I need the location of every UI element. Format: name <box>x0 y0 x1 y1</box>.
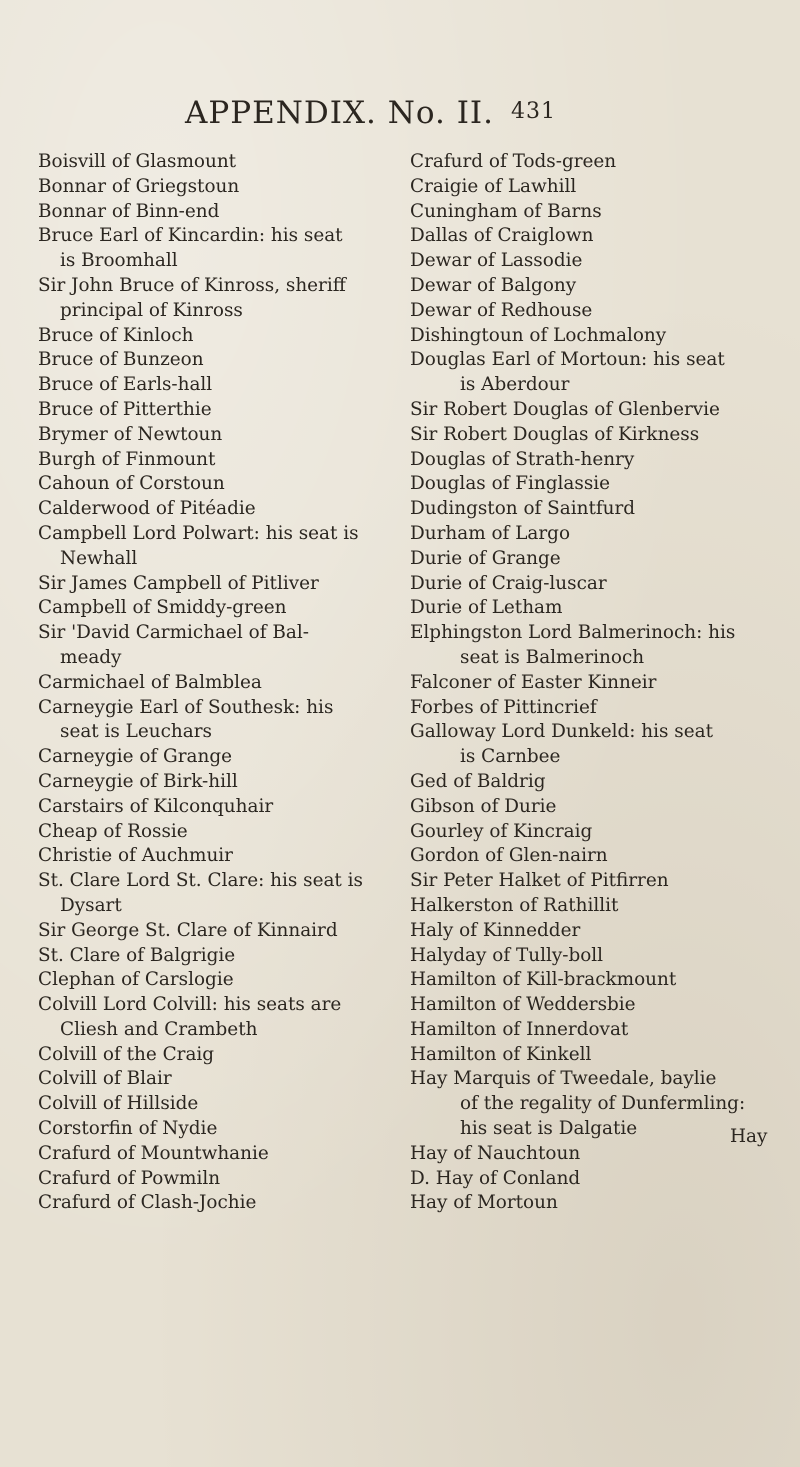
list-item: St. Clare Lord St. Clare: his seat is <box>38 870 363 892</box>
list-item: Halyday of Tully-boll <box>410 944 604 966</box>
list-item: Burgh of Finmount <box>38 448 216 470</box>
list-item: Bonnar of Griegstoun <box>38 175 240 197</box>
list-item: Durie of Craig-luscar <box>410 572 607 594</box>
list-item: Sir John Bruce of Kinross, sheriff <box>38 274 346 296</box>
list-item: Bruce Earl of Kincardin: his seat <box>38 225 343 247</box>
list-item: Dysart <box>60 894 122 916</box>
list-item: Clephan of Carslogie <box>38 969 234 991</box>
list-item: St. Clare of Balgrigie <box>38 944 236 966</box>
list-item: Cahoun of Corstoun <box>38 473 225 495</box>
list-item: Bruce of Earls-hall <box>38 374 213 396</box>
list-item: Hay of Mortoun <box>410 1192 558 1214</box>
list-item: of the regality of Dunfermling: <box>460 1093 746 1115</box>
list-item: Carmichael of Balmblea <box>38 671 262 693</box>
list-item: Gordon of Glen-nairn <box>410 845 608 867</box>
left-column <box>38 150 413 1216</box>
list-item: is Broomhall <box>60 250 178 272</box>
list-item: principal of Kinross <box>60 299 243 321</box>
list-item: Dudingston of Saintfurd <box>410 498 636 520</box>
catchword: Hay <box>730 1126 768 1147</box>
list-item: is Carnbee <box>460 746 561 768</box>
list-item: Sir Robert Douglas of Glenbervie <box>410 398 720 420</box>
list-item: Newhall <box>60 547 138 569</box>
list-item: Craigie of Lawhill <box>410 175 577 197</box>
list-item: Colvill Lord Colvill: his seats are <box>38 994 342 1016</box>
list-item: Halkerston of Rathillit <box>410 894 619 916</box>
page-number: 431 <box>511 99 556 124</box>
list-item: Haly of Kinnedder <box>410 919 581 941</box>
list-item: Colvill of the Craig <box>38 1043 215 1065</box>
list-item: Cuningham of Barns <box>410 200 602 222</box>
list-item: Calderwood of Pitéadie <box>38 498 256 520</box>
list-item: Christie of Auchmuir <box>38 845 233 867</box>
list-item: Cheap of Rossie <box>38 820 188 842</box>
list-item: Sir Peter Halket of Pitfirren <box>410 870 669 892</box>
list-item: Forbes of Pittincrief <box>410 696 597 718</box>
list-item: Bruce of Bunzeon <box>38 349 204 371</box>
list-item: Dewar of Lassodie <box>410 250 583 272</box>
running-header <box>185 95 625 145</box>
list-item: Elphingston Lord Balmerinoch: his <box>410 622 736 644</box>
list-item: his seat is Dalgatie <box>460 1118 638 1140</box>
list-item: Dewar of Balgony <box>410 274 577 296</box>
page-title: APPENDIX. No. II. <box>185 95 495 131</box>
list-item: seat is Balmerinoch <box>460 646 645 668</box>
list-item: Colvill of Hillside <box>38 1093 199 1115</box>
list-item: Bonnar of Binn-end <box>38 200 220 222</box>
list-item: Dallas of Craiglown <box>410 225 594 247</box>
list-item: Crafurd of Powmiln <box>38 1167 221 1189</box>
list-item: Cliesh and Crambeth <box>60 1018 258 1040</box>
list-item: Brymer of Newtoun <box>38 423 223 445</box>
list-item: Durham of Largo <box>410 522 571 544</box>
list-item: Sir 'David Carmichael of Bal- <box>38 622 309 644</box>
list-item: seat is Leuchars <box>60 721 212 743</box>
list-item: Campbell of Smiddy-green <box>38 597 287 619</box>
list-item: Gourley of Kincraig <box>410 820 593 842</box>
right-column <box>410 150 785 1216</box>
list-item: Carneygie of Grange <box>38 746 232 768</box>
list-item: Carneygie of Birk-hill <box>38 770 238 792</box>
list-item: Falconer of Easter Kinneir <box>410 671 657 693</box>
list-item: Crafurd of Mountwhanie <box>38 1142 269 1164</box>
list-item: Carneygie Earl of Southesk: his <box>38 696 334 718</box>
list-item: Campbell Lord Polwart: his seat is <box>38 522 359 544</box>
list-item: Boisvill of Glasmount <box>38 151 237 172</box>
list-item: Hamilton of Innerdovat <box>410 1018 629 1040</box>
list-item: is Aberdour <box>460 374 570 396</box>
list-item: Hay of Nauchtoun <box>410 1142 581 1164</box>
list-item: Gibson of Durie <box>410 795 557 817</box>
list-item: Colvill of Blair <box>38 1068 172 1090</box>
list-item: meady <box>60 646 122 668</box>
list-item: Crafurd of Tods-green <box>410 151 617 172</box>
list-item: Douglas of Strath-henry <box>410 448 635 470</box>
list-item: Sir George St. Clare of Kinnaird <box>38 919 338 941</box>
list-item: Durie of Letham <box>410 597 563 619</box>
list-item: Dishingtoun of Lochmalony <box>410 324 667 346</box>
list-item: Sir James Campbell of Pitliver <box>38 572 319 594</box>
list-item: Hamilton of Kinkell <box>410 1043 592 1065</box>
list-item: Hamilton of Weddersbie <box>410 994 636 1016</box>
list-item: Corstorfin of Nydie <box>38 1118 218 1140</box>
list-item: Carstairs of Kilconquhair <box>38 795 274 817</box>
list-item: Durie of Grange <box>410 547 561 569</box>
list-item: Douglas Earl of Mortoun: his seat <box>410 349 725 371</box>
list-item: Hay Marquis of Tweedale, baylie <box>410 1068 717 1090</box>
list-item: Bruce of Pitterthie <box>38 398 212 420</box>
list-item: Galloway Lord Dunkeld: his seat <box>410 721 713 743</box>
list-item: D. Hay of Conland <box>410 1167 581 1189</box>
list-item: Hamilton of Kill-brackmount <box>410 969 677 991</box>
list-item: Dewar of Redhouse <box>410 299 593 321</box>
list-item: Sir Robert Douglas of Kirkness <box>410 423 700 445</box>
list-item: Crafurd of Clash-Jochie <box>38 1192 257 1214</box>
list-item: Ged of Baldrig <box>410 770 546 792</box>
list-item: Bruce of Kinloch <box>38 324 194 346</box>
list-item: Douglas of Finglassie <box>410 473 611 495</box>
